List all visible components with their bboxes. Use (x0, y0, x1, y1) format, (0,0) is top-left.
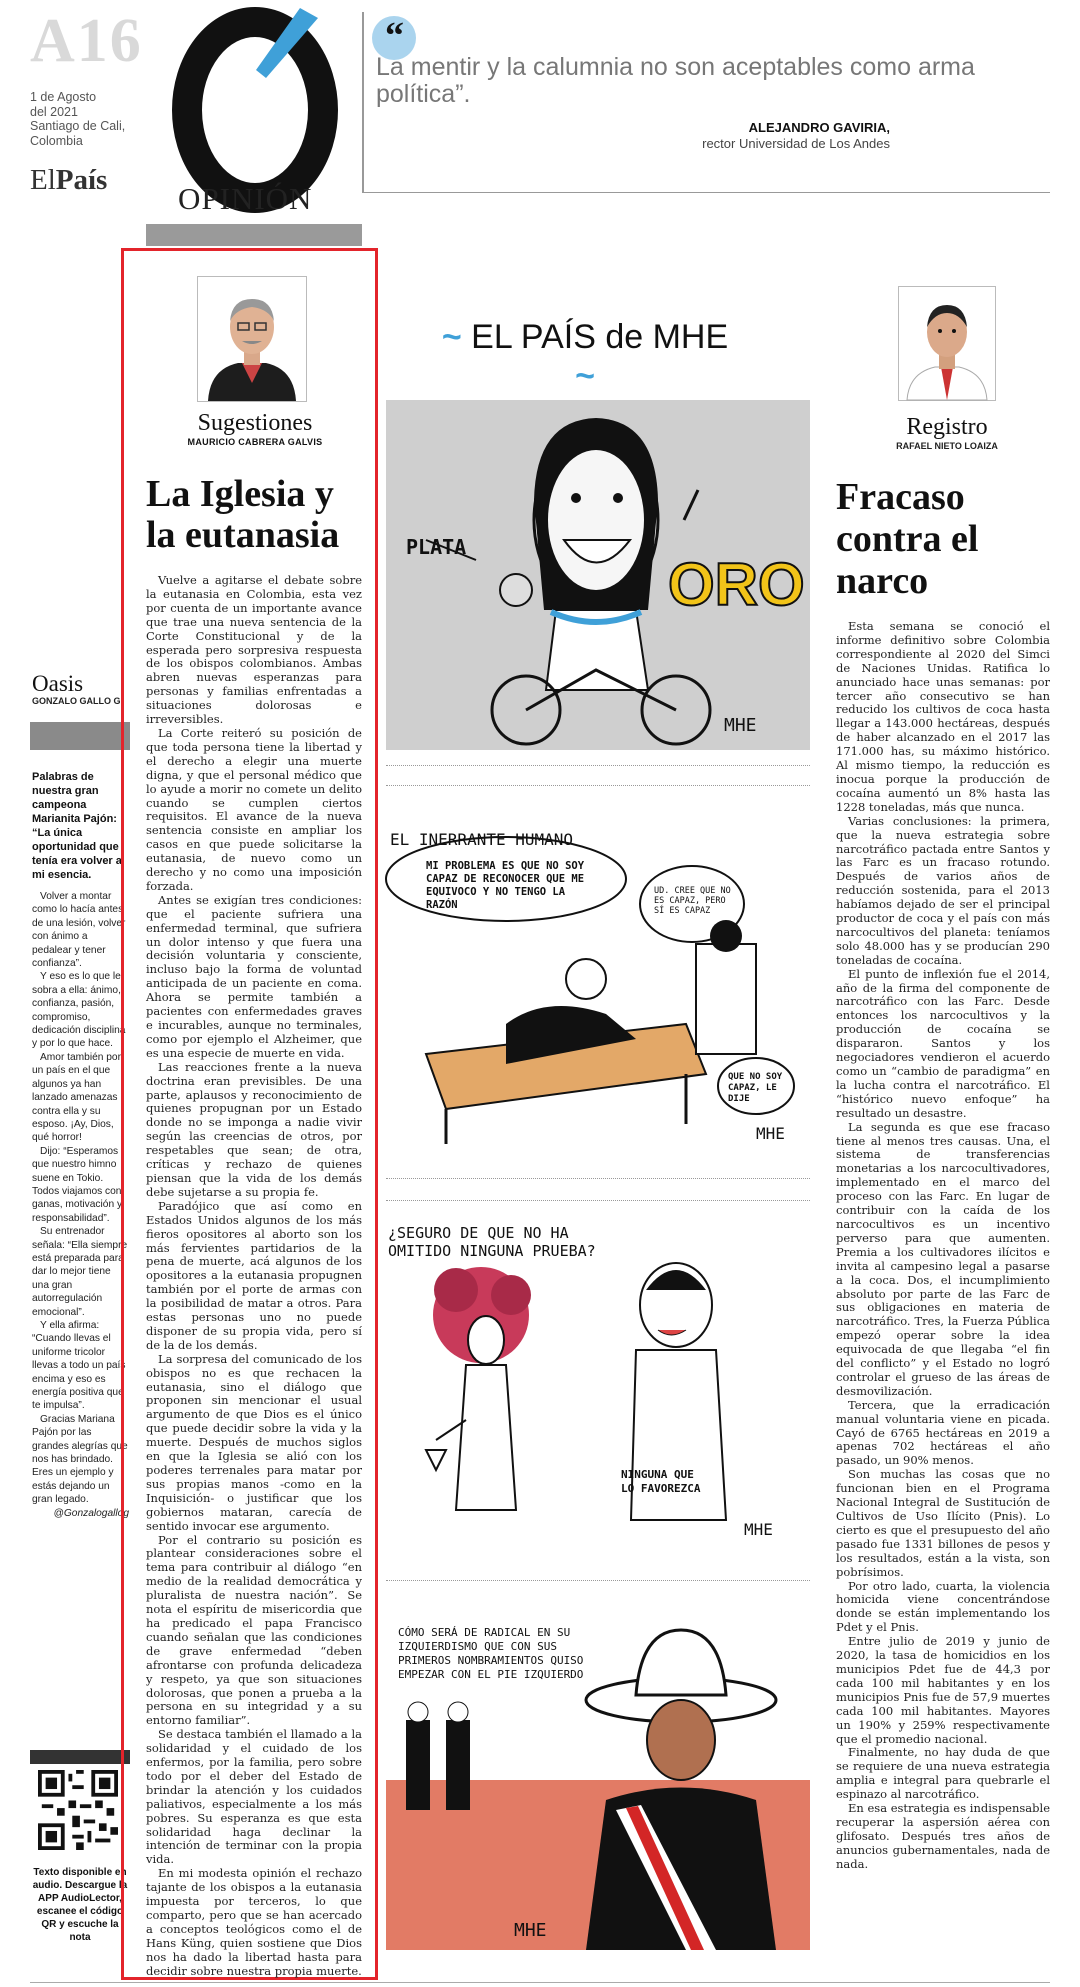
column-name-right: Registro (906, 414, 988, 440)
quote-role: rector Universidad de Los Andes (702, 136, 890, 151)
page-bottom-rule (30, 1982, 1050, 1983)
article-paragraph: Por otro lado, cuarta, la violencia homicida viene concentrándose donde se están implementando los Pdet y el Pnis. (836, 1578, 1050, 1635)
cartoon-caption: CÓMO SERÁ DE RADICAL EN SU IZQUIERDISMO QUE CON SUS PRIMEROS NOMBRAMIENTOS QUISO EMPEZAR CON EL PIE IZQUIERDO (398, 1626, 584, 1681)
header-rule (362, 192, 1050, 193)
headline-left: La Iglesia y la eutanasia (146, 473, 340, 556)
article-paragraph: La Corte reiteró su posición de que toda persona tiene la libertad y el derecho a elegir una muerte digna, y que el personal médico que lo ayude a morir no comete un delito cuando se cumplen ciertos requisitos. El avance de la nueva sentencia consiste en ampliar los casos en que puede solicitarse la eutanasia, de nuevo como un derecho y no como una imposición forzada. (146, 725, 362, 893)
section-band (146, 224, 362, 246)
divider (386, 1178, 810, 1179)
swirl-icon: ~ (441, 318, 462, 356)
divider (386, 785, 810, 786)
article-paragraph: La segunda es que ese fracaso tiene al menos tres causas. Una, el sistema de transferencias monetarias a los narcocultivadores, implementado en el marco del proceso con las Farc. En lugar de contribuir con la caída de los narcocultivos es un incentivo perverso para que aumenten. Premia a los cultivadores ilícitos e invita al campesino legal a pasarse a la coca. Dos, el incumplimiento absoluto por parte de las Farc de sus obligaciones en materia de narcotráfico. Tres, la Fuerza Pública empezó operar sobre la idea equivocada de que llegaba “el fin del conflicto” y el Estado no logró controlar el grueso de las áreas de desmovilización. (836, 1119, 1050, 1398)
oasis-paragraph: Dijo: “Esperamos que nuestro himno suene en Tokio. Todos viajamos con ganas, motivación y responsabilidad”. (32, 1145, 123, 1224)
article-paragraph: En mi modesta opinión el rechazo tajante de los obispos a la eutanasia impuesta por terceros, lo que comparto, pero que se han acercado a conceptos teológicos como el de Hans Küng, quien sostiene que Dios nos ha dado la libertad hasta para decidir sobre nuestra propia muerte. (146, 1866, 362, 1978)
quote-mark: “ (385, 15, 404, 57)
cartoon-president (386, 1620, 810, 1950)
article-paragraph: Esta semana se conoció el informe definitivo sobre Colombia correspondiente al 2020 del Simci de Naciones Unidas. Ratifica lo anunciado hace unas semanas: por tercer año consecutivo se han reducido los cultivos de coca hasta llegar a 143.000 hectáreas, después de haber alcanzado en el 2017 las 171.000 has, su máximo histórico. Al mismo tiempo, la reducción es inocua porque la producción de cocaína aumentó un 8% hasta las 1228 toneladas, más que nunca. (836, 619, 1050, 814)
author-photo-left (197, 276, 307, 402)
article-paragraph: Vuelve a agitarse el debate sobre la eutanasia en Colombia, esta vez por cuenta de un importante avance que trae una nueva sentencia de la Corte Constitucional y de la esperada pero sorpresiva respuesta de los obispos colombianos. Ambas abren nuevas esperanzas para personas y familias enfrentadas a situaciones dolorosas e irreversibles. (146, 573, 362, 727)
cartoon-caption: ¿SEGURO DE QUE NO HA OMITIDO NINGUNA PRUEBA? (388, 1224, 596, 1260)
oasis-paragraph: Y ella afirma: “Cuando llevas el uniforme tricolor llevas a todo un país encima y eso es energía positiva que te impulsa”. (32, 1320, 126, 1412)
article-paragraph: El punto de inflexión fue el 2014, año de la firma del componente de narcotráfico con las Farc. Desde entonces los narcocultivos y la producción de cocaína se dispararon. Santos y los negociadores vendieron el acuerdo como un “cambio de paradigma” en la lucha contra el narcotráfico. El “histórico nuevo enfoque” ha resultado un desastre. (836, 966, 1050, 1120)
cartoon-section-title (430, 318, 740, 396)
article-paragraph: Por el contrario su posición es plantear consideraciones sobre el tema para contribuir al diálogo “en medio de la realidad democrática y pluralista de nuestra nación”. Se nota el espíritu de misericordia que ha predicado el papa Francisco cuando señalan que las condiciones de grave enfermedad “deben afrontarse con profunda delicadeza y respeto, ya que son situaciones dolorosas, que ponen a prueba a la persona en su integridad y a su entorno familiar”. (146, 1532, 362, 1728)
oasis-band (30, 722, 130, 750)
masthead-el: El (30, 164, 56, 196)
pull-quote: La mentir y la calumnia no son aceptables como arma política”. (376, 53, 975, 108)
article-paragraph: Varias conclusiones: la primera, que la nueva estrategia sobre narcotráfico pactada entre Santos y las Farc es un fracaso rotundo. Después de varios años de reducción sostenida, para el 2013 habíamos dejado de ser el principal productor de coca y el país con más narcocultivos del planeta: teníamos solo 48.000 has y se producían 290 toneladas de cocaína. (836, 813, 1050, 967)
speech-bubble: QUE NO SOY CAPAZ, LE DIJE (728, 1072, 783, 1104)
article-paragraph: En esa estrategia es indispensable recuperar la aspersión aérea con glifosato. Después tres años de anuncios gubernamentales, nada de nada. (836, 1801, 1050, 1871)
speech-bubble: UD. CREE QUE NO ES CAPAZ, PERO SÍ ES CAPAZ (654, 886, 731, 916)
masthead-logo (30, 164, 107, 197)
article-paragraph: Tercera, que la erradicación manual voluntaria viene en picada. Cayó de 6765 hectáreas en 2019 a apenas 702 hectáreas el año pasado, un 90% menos. (836, 1397, 1050, 1468)
oasis-title: Oasis (32, 671, 84, 696)
column-author-left: MAURICIO CABRERA GALVIS (187, 437, 323, 447)
oasis-paragraph: Gracias Mariana Pajón por las grandes alegrías que nos has brindado. Eres un ejemplo y estás dejando un gran legado. (32, 1413, 128, 1506)
qr-band (30, 1750, 130, 1764)
oasis-body (32, 890, 129, 1610)
article-paragraph: Antes se exigían tres condiciones: que el paciente sufriera una enfermedad terminal, que sufriera un dolor intenso y que fuera una decisión voluntaria y consciente, incluso bajo la forma de voluntad anticipada de un paciente en coma. Ahora se permite también a pacientes con enfermedades graves e incurables, aunque no terminales, como por ejemplo el Alzheimer, que es una especie de muerte en vida. (146, 892, 362, 1060)
oasis-paragraph: Su entrenador señala: “Ella siempre está preparada para dar lo mejor tiene una gran autorregulación emocional”. (32, 1226, 128, 1318)
oasis-handle: @Gonzalogallog (53, 1507, 129, 1519)
cartoon-justice (386, 1220, 810, 1565)
swirl-icon: ~ (575, 357, 595, 395)
oasis-author: GONZALO GALLO G. (32, 696, 123, 706)
article-paragraph: Se destaca también el llamado a la solidaridad y el cuidado de los enfermos, por la familia, pero sobre todo por el deber del Estado de brindar la atención y los cuidados paliativos, especialmente a los más pobres. Su esperanza es que esta solidaridad haga declinar la intención de terminar con la propia vida. (146, 1727, 362, 1867)
headline-right: Fracaso contra el narco (836, 476, 979, 602)
date: 1 de Agosto (30, 90, 97, 104)
cartoon-caption: EL INERRANTE HUMANO (390, 830, 574, 849)
article-paragraph: Entre julio de 2019 y junio de 2020, la tasa de homicidios en los municipios Pdet fue de 44,3 por cada 100 mil habitantes y en los municipios Pnis fue de 57,9 muertes cada 100 mil habitantes. Mayores un 190% y 259% respectivamente que el promedio nacional. (836, 1634, 1050, 1746)
masthead-pais: País (55, 164, 108, 196)
country: Colombia (30, 133, 83, 148)
qr-code-icon[interactable] (38, 1770, 118, 1850)
speech-bubble: MI PROBLEMA ES QUE NO SOY CAPAZ DE RECONOCER QUE ME EQUIVOCO Y NO TENGO LA RAZÓN (426, 860, 585, 911)
cartoon-label-plata: PLATA (406, 535, 467, 559)
cartoon-signature: MHE (724, 715, 757, 736)
cartoon-signature: MHE (756, 1124, 785, 1143)
column-name-left: Sugestiones (197, 410, 313, 436)
oasis-lead: Palabras de nuestra gran campeona Marianita Pajón: “La única oportunidad que tenía era volver a mi esencia. (32, 771, 122, 881)
column-author-right: RAFAEL NIETO LOAIZA (896, 441, 998, 451)
oasis-paragraph: Amor también por un país en el que algunos ya han lanzado amenazas contra ella y su esposo. ¡Ay, Dios, qué horror! (32, 1051, 121, 1144)
audio-note: Texto disponible en audio. Descargue la APP AudioLector, escanee el código QR y escuche la nota (32, 1867, 128, 1943)
cartoon-title-text: EL PAÍS de MHE (471, 318, 729, 356)
city: Santiago de Cali, (30, 119, 126, 133)
cartoon-inerrante (386, 824, 810, 1154)
header-divider (362, 12, 364, 192)
cartoon-gold-bike (386, 400, 810, 750)
article-body-right (836, 620, 1050, 1960)
year: del 2021 (30, 104, 78, 119)
oasis-paragraph: Volver a montar como lo hacía antes de una lesión, volver con ánimo a pedalear y tener confianza”. (32, 891, 126, 970)
speech-bubble: NINGUNA QUE LO FAVOREZCA (621, 1468, 701, 1495)
article-paragraph: La sorpresa del comunicado de los obispos no es que rechacen la eutanasia, sino el diálogo que proponen sin mencionar el usual argumento de que Dios es el único que puede decidir sobre la vida y la muerte. Después de muchos siglos en que la Iglesia se alió con los poderes terrenales para matar por sus propias manos -como en la Inquisición- o justificar que los gobiernos mataran, carecía de sentido invocar ese argumento. (146, 1351, 362, 1533)
cartoon-illustration (386, 1220, 810, 1565)
date-location (30, 90, 140, 148)
cartoon-label-oro: ORO (668, 551, 805, 618)
oasis-paragraph: Y eso es lo que le sobra a ella: ánimo, confianza, pasión, compromiso, dedicación disciplina y por lo que hace. (32, 971, 126, 1050)
cartoon-signature: MHE (514, 1920, 547, 1941)
author-photo-right (898, 286, 996, 401)
article-paragraph: Finalmente, no hay duda de que se requiere de una nueva estrategia amplia e integral para quebrarle el espinazo al narcotráfico. (836, 1745, 1050, 1802)
quote-attribution (600, 120, 890, 152)
cartoon-signature: MHE (744, 1520, 773, 1539)
divider (386, 1200, 810, 1201)
article-paragraph: Son muchas las cosas que no funcionan bien en el Programa Nacional Integral de Sustitución de Cultivos de Uso Ilícito (Pnis). Lo cierto es que el presupuesto del año pasado fue 1331 billones de pesos y los resultados, están a la vista, son pobrísimos. (836, 1467, 1050, 1579)
article-body-left (146, 573, 362, 1978)
divider (386, 1580, 810, 1581)
quote-author: ALEJANDRO GAVIRIA, (748, 120, 890, 135)
article-paragraph: Las reacciones frente a la nueva doctrina eran previsibles. De una parte, aplausos y reconocimiento de quienes propugnan por un Estado donde no se imponga a nadie vivir según las creencias de otros, por respetables que sean; de otra, críticas y rechazo de quienes piensan que la vida de los demás debe sujetarse a su propia fe. (146, 1059, 362, 1199)
page-number: A16 (30, 7, 143, 75)
article-paragraph: Paradójico que así como en Estados Unidos algunos de los más fieros opositores al aborto son los más fervientes partidarios de la pena de muerte, acá algunos de los opositores a la eutanasia propugnen también por el porte de armas con la posibilidad de matar a otros. Para estas personas uno no puede disponer de su propia vida, pero sí de la de los demás. (146, 1198, 362, 1352)
divider (386, 765, 810, 766)
section-title: OPINIÓN (178, 181, 313, 216)
